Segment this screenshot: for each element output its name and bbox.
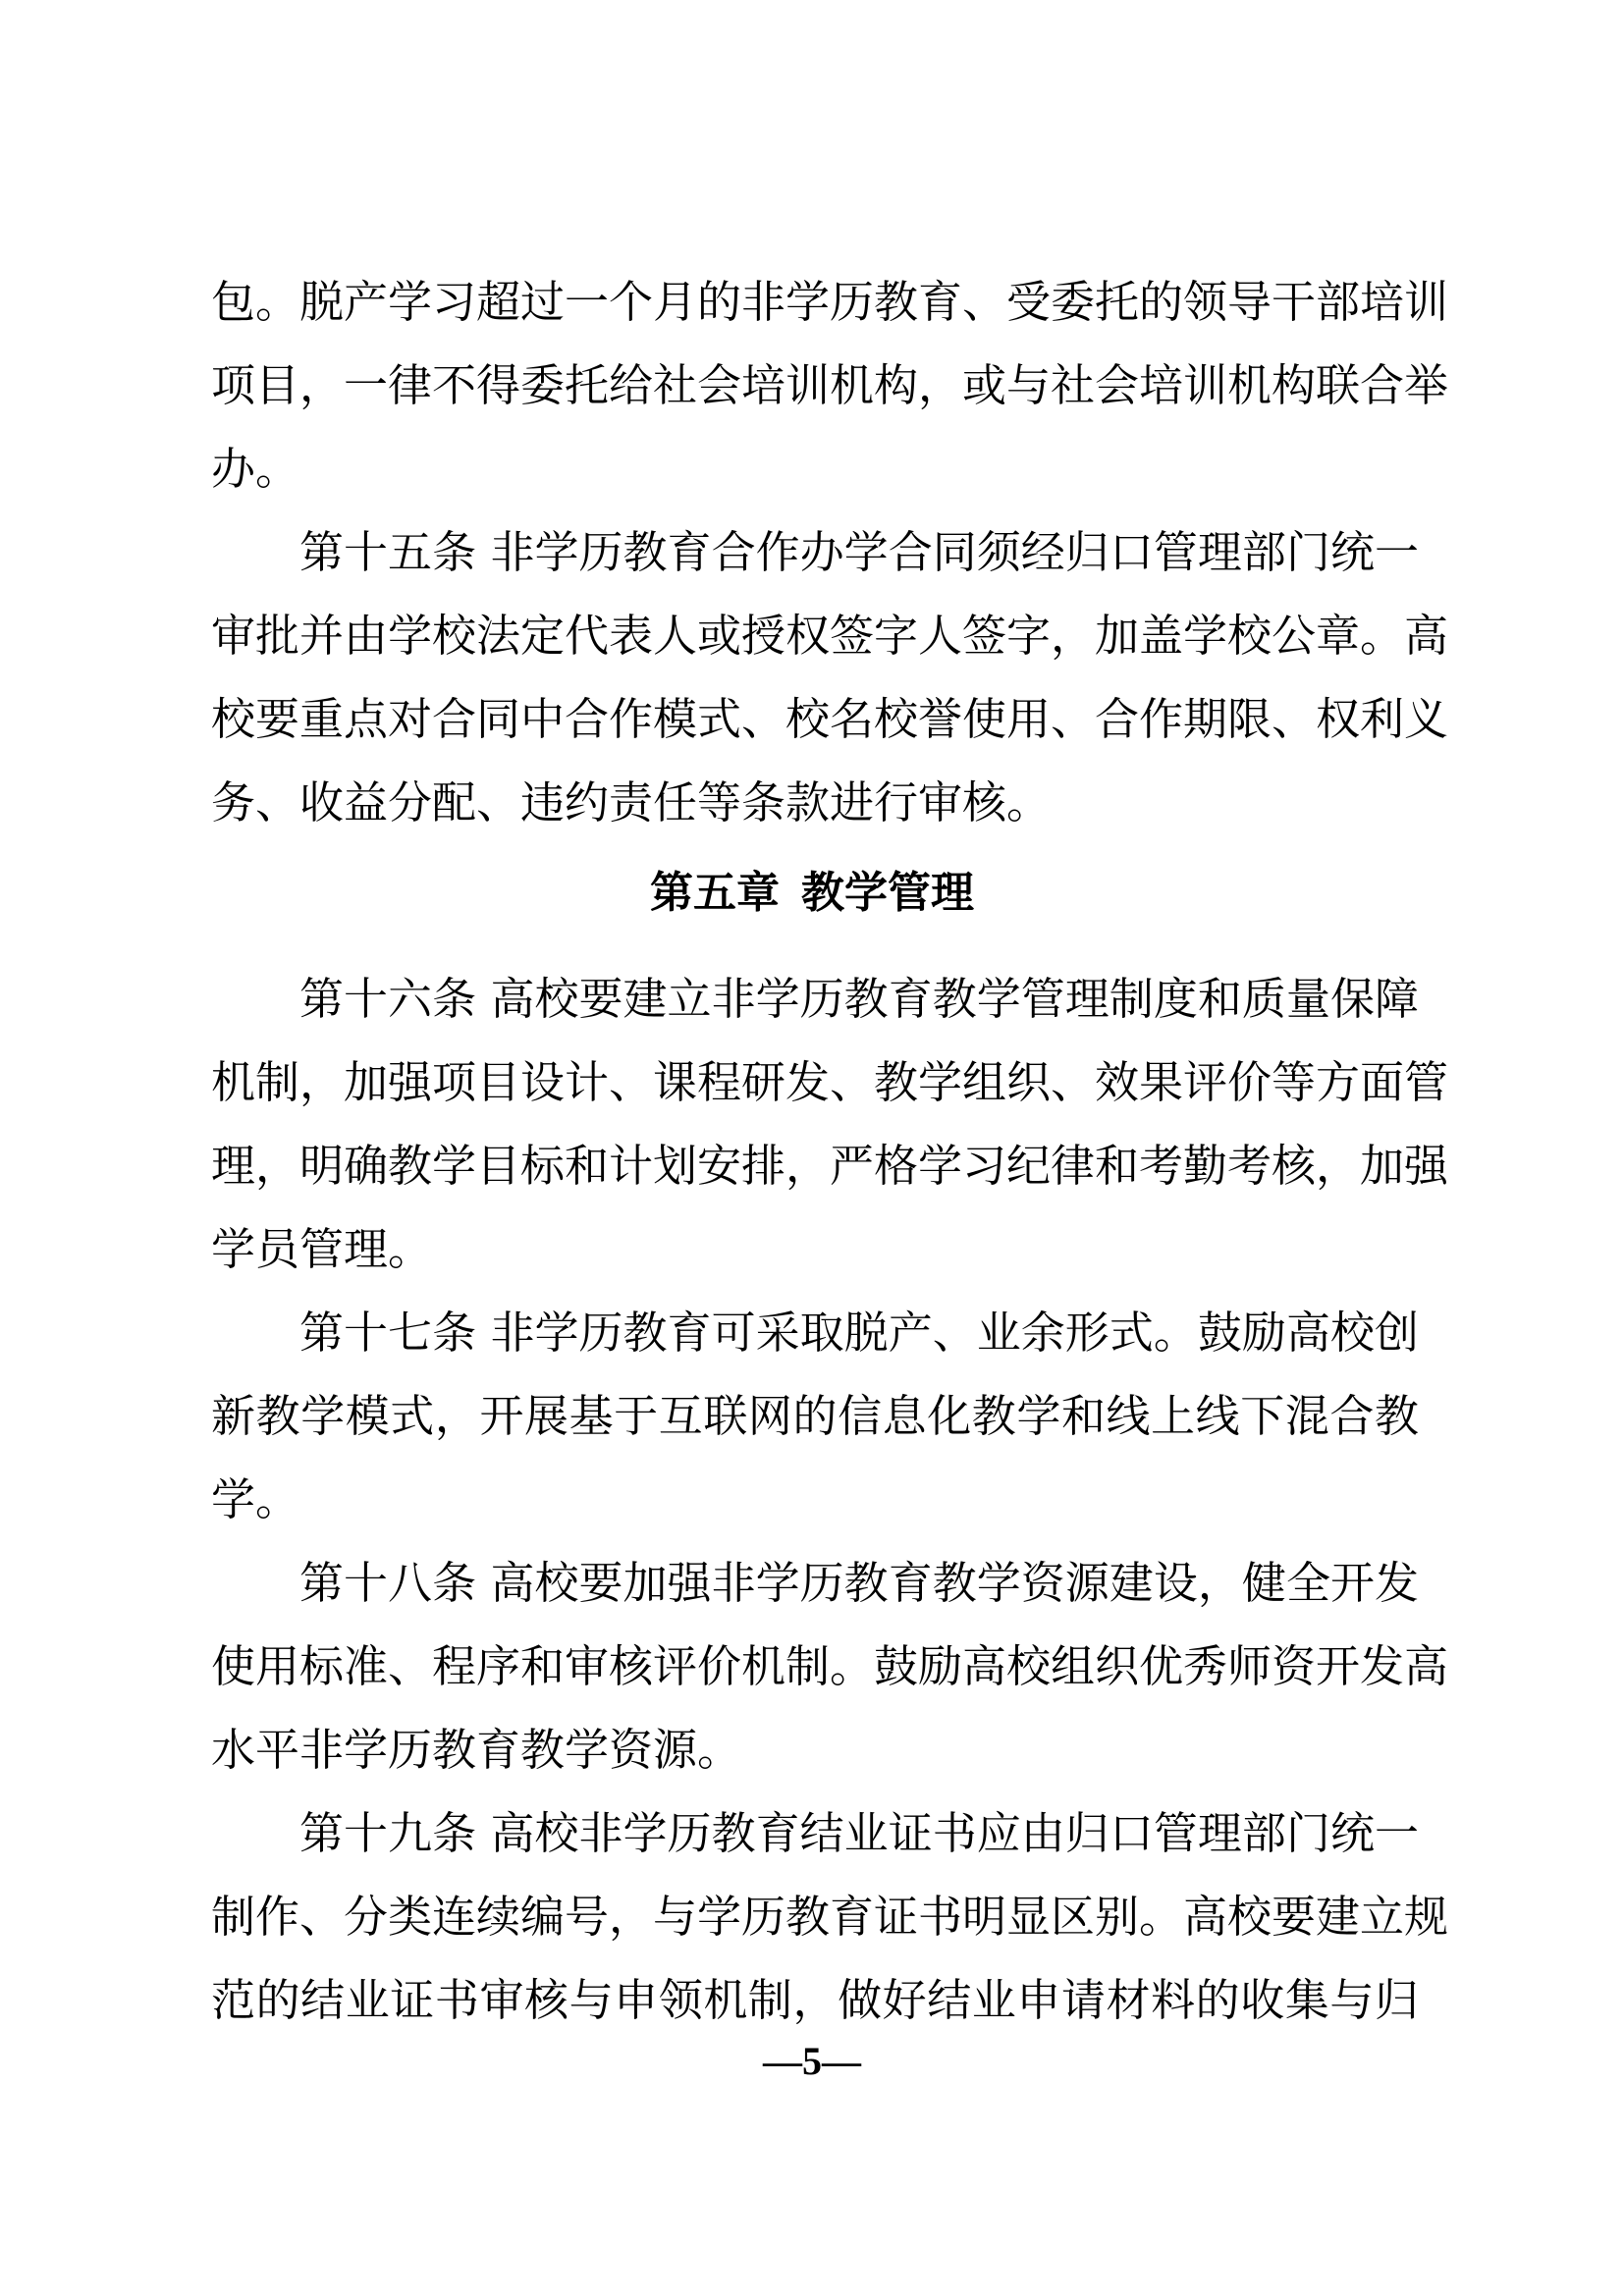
article-16-first-line: 第十六条 高校要建立非学历教育教学管理制度和质量保障 — [299, 973, 1419, 1025]
text-line: 水平非学历教育教学资源。 — [211, 1724, 742, 1776]
chapter-heading — [0, 864, 1624, 923]
chapter-heading-title: 教学管理 — [801, 868, 974, 918]
chapter-heading-number: 第五章 — [650, 868, 780, 918]
text-line: 理，明确教学目标和计划安排，严格学习纪律和考勤考核，加强 — [211, 1140, 1449, 1192]
text-line: 制作、分类连续编号，与学历教育证书明显区别。高校要建立规 — [211, 1891, 1449, 1943]
text-line: 使用标准、程序和审核评价机制。鼓励高校组织优秀师资开发高 — [211, 1640, 1449, 1692]
text-line: 审批并由学校法定代表人或授权签字人签字，加盖学校公章。高 — [211, 610, 1449, 662]
text-line: 包。脱产学习超过一个月的非学历教育、受委托的领导干部培训 — [211, 276, 1449, 328]
article-18-first-line: 第十八条 高校要加强非学历教育教学资源建设，健全开发 — [299, 1557, 1419, 1609]
text-line: 项目，一律不得委托给社会培训机构，或与社会培训机构联合举 — [211, 359, 1449, 411]
article-15-first-line: 第十五条 非学历教育合作办学合同须经归口管理部门统一 — [299, 526, 1419, 578]
text-line: 学。 — [211, 1473, 300, 1525]
page-number: —5— — [763, 2039, 861, 2083]
text-line: 务、收益分配、违约责任等条款进行审核。 — [211, 776, 1052, 828]
text-line: 范的结业证书审核与申领机制，做好结业申请材料的收集与归 — [211, 1974, 1419, 2026]
text-line: 新教学模式，开展基于互联网的信息化教学和线上线下混合教 — [211, 1390, 1419, 1442]
text-line: 校要重点对合同中合作模式、校名校誉使用、合作期限、权利义 — [211, 693, 1449, 745]
article-19-first-line: 第十九条 高校非学历教育结业证书应由归口管理部门统一 — [299, 1807, 1419, 1859]
article-17-first-line: 第十七条 非学历教育可采取脱产、业余形式。鼓励高校创 — [299, 1307, 1419, 1359]
text-line: 学员管理。 — [211, 1223, 433, 1275]
text-line: 机制，加强项目设计、课程研发、教学组织、效果评价等方面管 — [211, 1056, 1449, 1108]
text-line: 办。 — [211, 443, 300, 495]
